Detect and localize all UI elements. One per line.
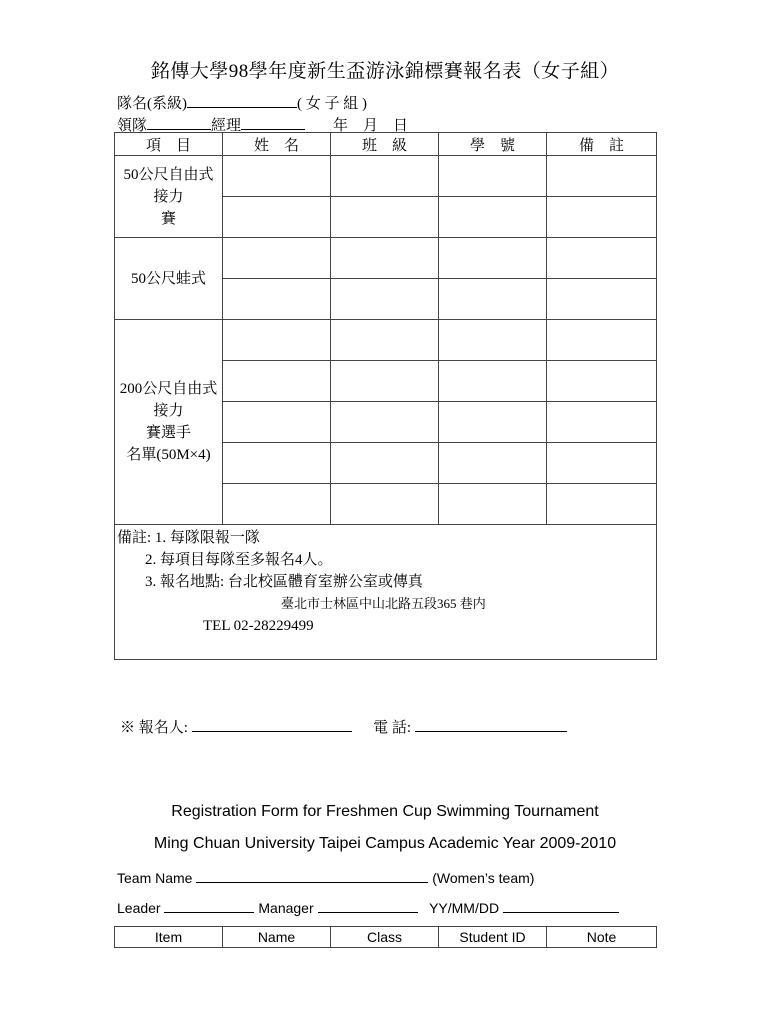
note-cell[interactable]	[547, 402, 657, 443]
english-manager-field[interactable]	[318, 898, 418, 913]
english-date-field[interactable]	[503, 898, 619, 913]
note-line-2: 2. 每項目每隊至多報名4人。	[145, 552, 333, 568]
leader-label: 領隊	[117, 118, 148, 134]
name-cell[interactable]	[223, 361, 331, 402]
event-name-line: 50公尺自由式接力	[123, 166, 214, 205]
english-title-2: Ming Chuan University Taipei Campus Academic Year 2009-2010	[153, 835, 617, 852]
english-team-line	[117, 868, 534, 886]
event-name-line: 50公尺蛙式	[130, 270, 206, 287]
header-note: 備 註	[547, 133, 657, 156]
name-cell[interactable]	[223, 156, 331, 197]
header-class: 班 級	[331, 133, 439, 156]
english-header-item: Item	[115, 927, 223, 948]
student-id-cell[interactable]	[439, 238, 547, 279]
table-row	[115, 156, 657, 197]
table-header-row	[115, 133, 657, 156]
name-cell[interactable]	[223, 197, 331, 238]
leader-field[interactable]	[147, 115, 211, 130]
note-cell[interactable]	[547, 361, 657, 402]
english-header-table	[114, 926, 657, 948]
team-division-label: ( 女 子 組 )	[297, 96, 367, 112]
note-cell[interactable]	[547, 484, 657, 525]
english-team-label: Team Name	[117, 870, 193, 886]
english-manager-label: Manager	[258, 900, 314, 916]
note-cell[interactable]	[547, 279, 657, 320]
signer-field[interactable]	[192, 717, 352, 732]
registration-table	[114, 132, 657, 660]
english-header-class: Class	[331, 927, 439, 948]
team-name-label: 隊名(系級)	[117, 96, 187, 112]
name-cell[interactable]	[223, 484, 331, 525]
table-row	[115, 238, 657, 279]
event-200m-freestyle-relay	[115, 320, 223, 525]
english-leader-line	[117, 898, 619, 916]
notes-row	[115, 525, 657, 660]
english-header-row	[115, 927, 657, 948]
manager-label: 經理	[211, 118, 242, 134]
english-team-field[interactable]	[196, 868, 428, 883]
english-team-suffix: (Women’s team)	[432, 870, 535, 886]
english-header-student-id: Student ID	[439, 927, 547, 948]
header-item: 項 目	[115, 133, 223, 156]
note-cell[interactable]	[547, 156, 657, 197]
class-cell[interactable]	[331, 279, 439, 320]
note-address: 臺北市士林區中山北路五段365 巷内	[281, 596, 486, 611]
event-50m-freestyle-relay	[115, 156, 223, 238]
class-cell[interactable]	[331, 238, 439, 279]
student-id-cell[interactable]	[439, 156, 547, 197]
event-name-line: 賽選手	[145, 425, 191, 441]
signer-label: ※ 報名人:	[120, 720, 188, 736]
note-cell[interactable]	[547, 238, 657, 279]
event-name-line: 200公尺自由式接力	[119, 381, 218, 419]
english-date-label: YY/MM/DD	[429, 900, 500, 916]
english-leader-field[interactable]	[164, 898, 254, 913]
notes-cell	[115, 525, 657, 660]
phone-field[interactable]	[415, 717, 567, 732]
signature-line	[120, 716, 567, 737]
note-line-1: 備註: 1. 每隊限報一隊	[117, 530, 260, 546]
note-cell[interactable]	[547, 197, 657, 238]
student-id-cell[interactable]	[439, 402, 547, 443]
name-cell[interactable]	[223, 279, 331, 320]
class-cell[interactable]	[331, 484, 439, 525]
name-cell[interactable]	[223, 402, 331, 443]
header-name: 姓 名	[223, 133, 331, 156]
team-name-line	[117, 92, 367, 113]
english-header-note: Note	[547, 927, 657, 948]
note-cell[interactable]	[547, 443, 657, 484]
class-cell[interactable]	[331, 402, 439, 443]
name-cell[interactable]	[223, 238, 331, 279]
student-id-cell[interactable]	[439, 197, 547, 238]
event-name-line: 賽	[160, 210, 176, 227]
class-cell[interactable]	[331, 320, 439, 361]
note-tel: TEL 02-28229499	[203, 618, 314, 634]
student-id-cell[interactable]	[439, 361, 547, 402]
student-id-cell[interactable]	[439, 443, 547, 484]
english-leader-label: Leader	[117, 900, 161, 916]
class-cell[interactable]	[331, 156, 439, 197]
form-title: 銘傳大學98學年度新生盃游泳錦標賽報名表（女子組）	[150, 61, 620, 82]
note-cell[interactable]	[547, 320, 657, 361]
phone-label: 電 話:	[373, 720, 412, 736]
name-cell[interactable]	[223, 443, 331, 484]
class-cell[interactable]	[331, 197, 439, 238]
note-line-3: 3. 報名地點: 台北校區體育室辦公室或傳真	[145, 574, 423, 590]
student-id-cell[interactable]	[439, 320, 547, 361]
event-50m-breaststroke	[115, 238, 223, 320]
date-label: 年 月 日	[333, 118, 409, 134]
manager-field[interactable]	[241, 115, 305, 130]
english-title-1: Registration Form for Freshmen Cup Swimming Tournament	[171, 803, 599, 820]
header-student-id: 學 號	[439, 133, 547, 156]
class-cell[interactable]	[331, 361, 439, 402]
student-id-cell[interactable]	[439, 484, 547, 525]
english-header-name: Name	[223, 927, 331, 948]
student-id-cell[interactable]	[439, 279, 547, 320]
table-row	[115, 320, 657, 361]
name-cell[interactable]	[223, 320, 331, 361]
class-cell[interactable]	[331, 443, 439, 484]
event-name-line: 名單(50M×4)	[126, 447, 211, 463]
team-name-field[interactable]	[187, 93, 297, 108]
